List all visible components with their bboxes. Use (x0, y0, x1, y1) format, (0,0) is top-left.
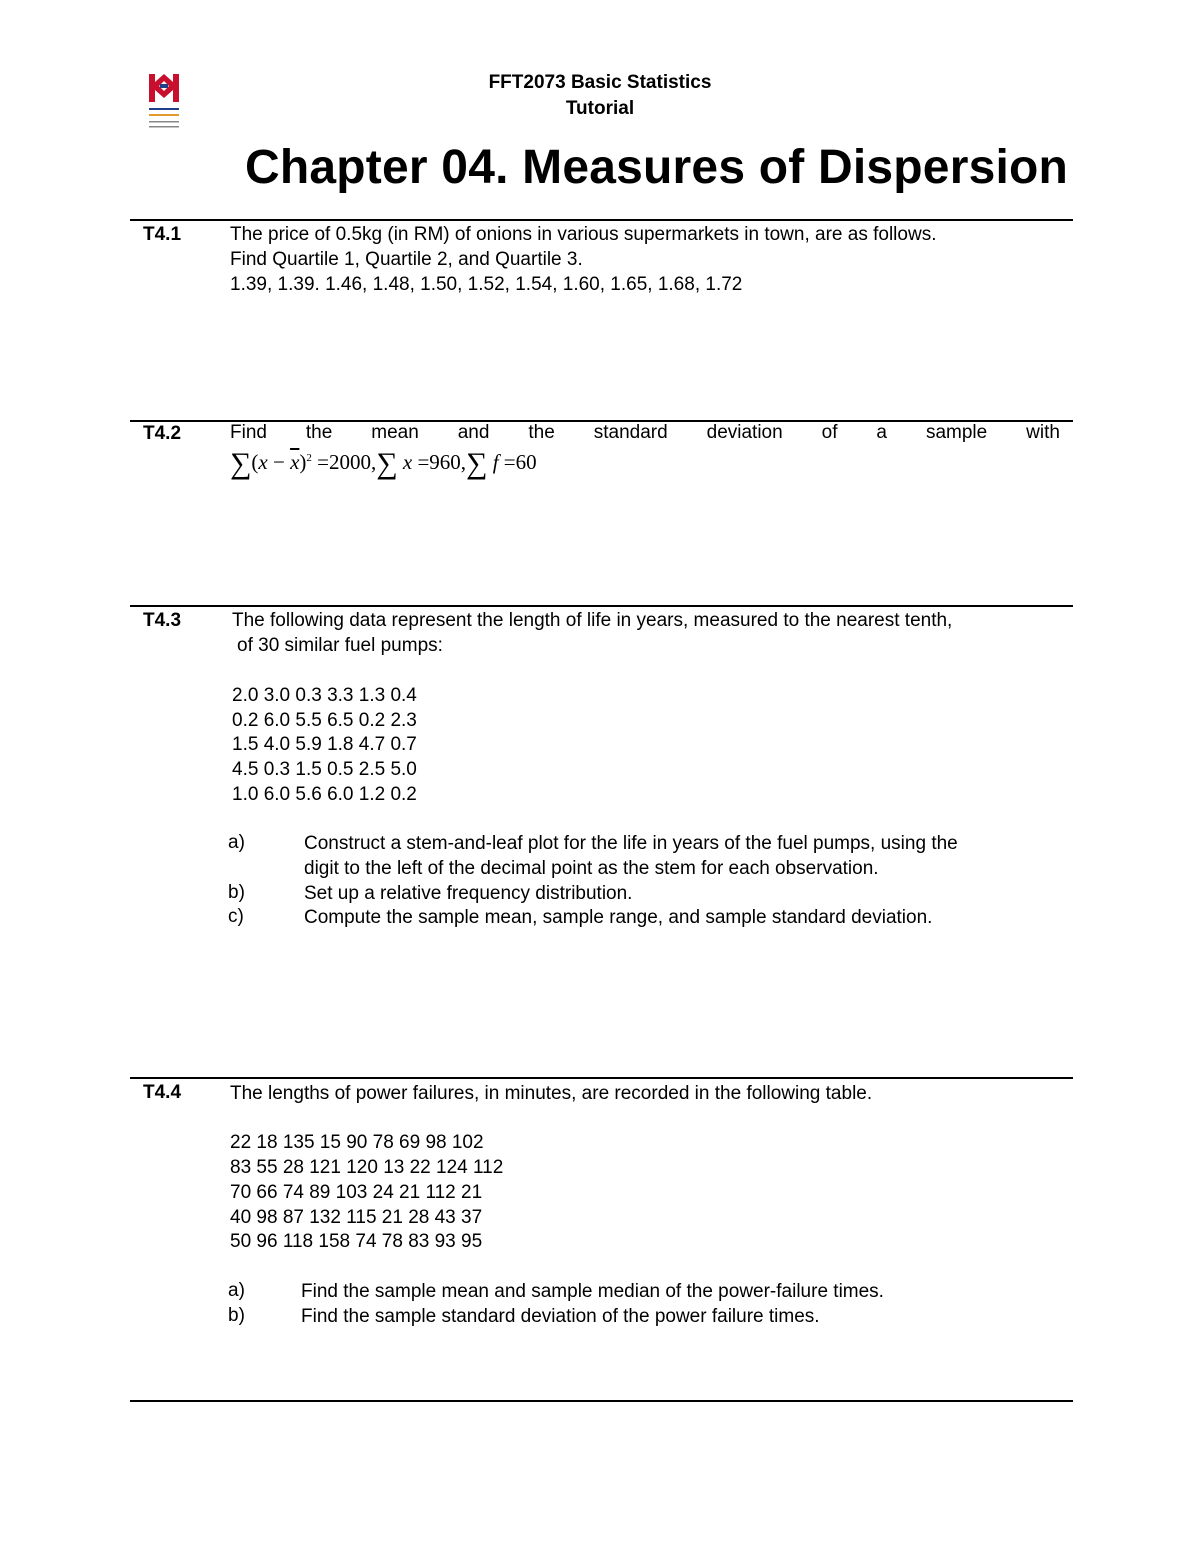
t44-part-a: Find the sample mean and sample median of the power-failure times. (301, 1281, 884, 1302)
t43-data-row: 0.2 6.0 5.5 6.5 0.2 2.3 (232, 710, 417, 731)
t44-part-b: Find the sample standard deviation of the power failure times. (301, 1306, 820, 1327)
summation-icon: ∑ (466, 447, 488, 480)
word: the (528, 422, 555, 443)
t43-data-row: 4.5 0.3 1.5 0.5 2.5 5.0 (232, 759, 417, 780)
word: sample (925, 422, 988, 443)
question-number-t42: T4.2 (143, 423, 182, 444)
t43-part-a-line-2: digit to the left of the decimal point as the stem for each observation. (304, 858, 879, 879)
t42-question-text (230, 422, 1060, 444)
t43-part-label: c) (228, 906, 244, 927)
t44-part-label: a) (228, 1280, 245, 1301)
section-divider (130, 605, 1073, 607)
t44-data-row: 40 98 87 132 115 21 28 43 37 (230, 1207, 483, 1228)
t44-question-line-1: The lengths of power failures, in minutes, are recorded in the following table. (230, 1083, 873, 1104)
t44-data-row: 50 96 118 158 74 78 83 93 95 (230, 1231, 483, 1252)
t43-part-label: a) (228, 832, 245, 853)
word: standard (593, 422, 668, 443)
t41-question-line-1: The price of 0.5kg (in RM) of onions in various supermarkets in town, are as follows. (230, 224, 937, 245)
word: of (821, 422, 838, 443)
formula-value: =60 (503, 450, 537, 474)
t43-part-c: Compute the sample mean, sample range, and sample standard deviation. (304, 907, 933, 928)
t43-question-line-2: of 30 similar fuel pumps: (237, 635, 443, 656)
t43-part-b: Set up a relative frequency distribution. (304, 883, 633, 904)
t43-part-a-line-1: Construct a stem-and-leaf plot for the life in years of the fuel pumps, using the (304, 833, 958, 854)
t43-data-row: 2.0 3.0 0.3 3.3 1.3 0.4 (232, 685, 417, 706)
chapter-title: Chapter 04. Measures of Dispersion (245, 141, 1069, 194)
section-divider (130, 1400, 1073, 1402)
section-divider (130, 1077, 1073, 1079)
section-divider (130, 219, 1073, 221)
formula-variable: x (402, 450, 413, 474)
document-subtitle: Tutorial (565, 98, 635, 119)
word: deviation (706, 422, 783, 443)
question-number-t43: T4.3 (143, 610, 182, 631)
question-number-t44: T4.4 (143, 1082, 182, 1103)
word: and (457, 422, 490, 443)
t43-part-label: b) (228, 882, 245, 903)
t42-formula (230, 447, 537, 481)
formula-value: =960, (417, 450, 467, 474)
t44-part-label: b) (228, 1305, 245, 1326)
t41-question-line-2: Find Quartile 1, Quartile 2, and Quartile 3. (230, 249, 583, 270)
word: Find (230, 422, 267, 443)
word: the (305, 422, 333, 443)
question-number-t41: T4.1 (143, 224, 182, 245)
t44-data-row: 70 66 74 89 103 24 21 112 21 (230, 1182, 483, 1203)
word: with (1026, 422, 1060, 443)
t44-data-row: 83 55 28 121 120 13 22 124 112 (230, 1157, 504, 1178)
word: a (876, 422, 887, 443)
t43-data-row: 1.5 4.0 5.9 1.8 4.7 0.7 (232, 734, 417, 755)
formula-exponent: 2 (306, 452, 312, 464)
summation-icon: ∑ (376, 447, 398, 480)
formula-value: =2000, (317, 450, 377, 474)
t44-data-row: 22 18 135 15 90 78 69 98 102 (230, 1132, 484, 1153)
word: mean (371, 422, 419, 443)
course-title: FFT2073 Basic Statistics (488, 72, 712, 93)
t43-data-row: 1.0 6.0 5.6 6.0 1.2 0.2 (232, 784, 417, 805)
t41-data: 1.39, 1.39. 1.46, 1.48, 1.50, 1.52, 1.54, 1.60, 1.65, 1.68, 1.72 (230, 274, 743, 295)
formula-variable: f (492, 450, 499, 474)
formula-term: $(x - \overline{x})$ (251, 450, 307, 474)
summation-icon: ∑ (230, 447, 252, 480)
t43-question-line-1: The following data represent the length of life in years, measured to the nearest tenth, (232, 610, 953, 631)
